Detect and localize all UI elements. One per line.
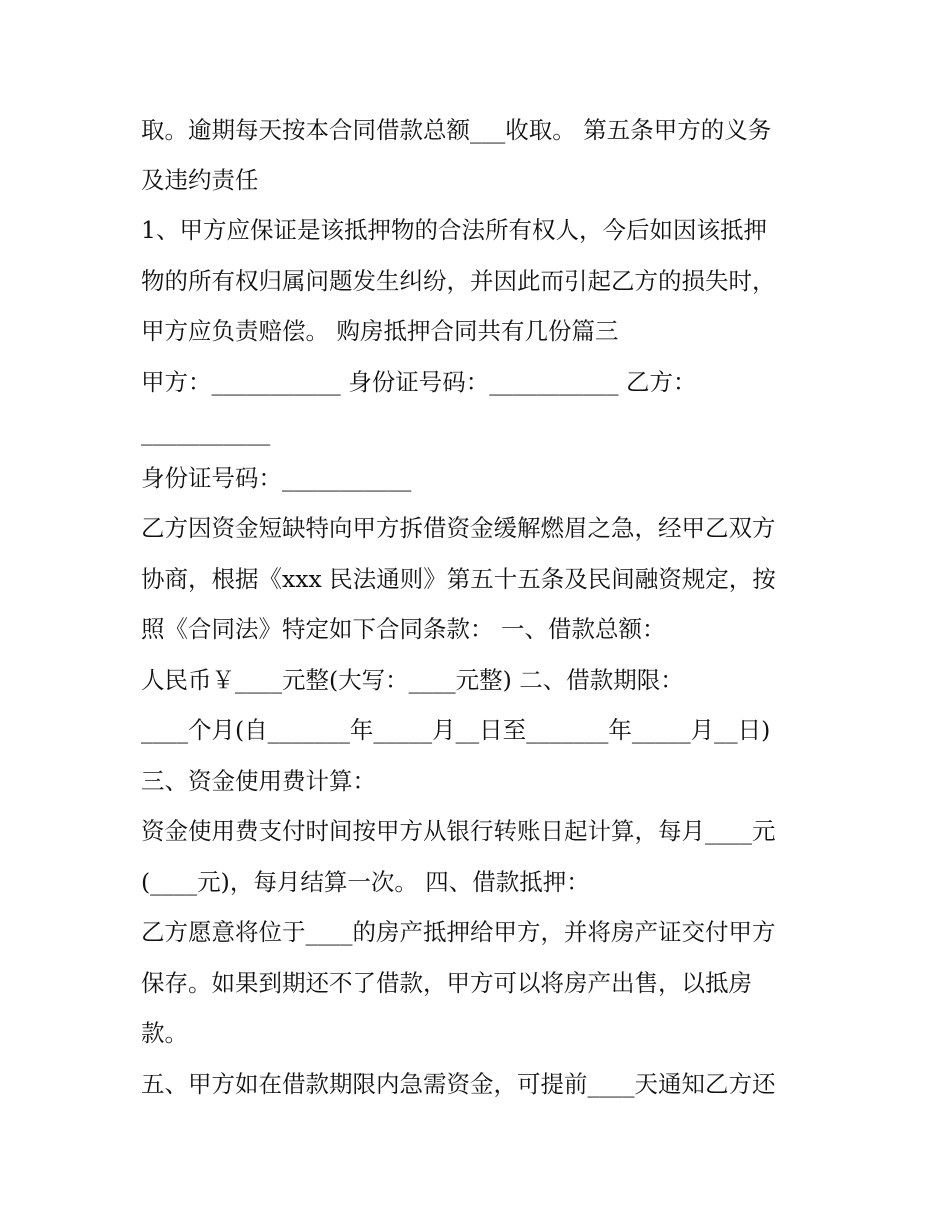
text-line: 乙方因资金短缺特向甲方拆借资金缓解燃眉之急，经甲乙双方 (141, 514, 776, 542)
text-line: 五、甲方如在借款期限内急需资金，可提前____天通知乙方还 (141, 1070, 776, 1098)
text-line: 乙方愿意将位于____的房产抵押给甲方，并将房产证交付甲方 (141, 918, 776, 946)
text-line: 及违约责任 (141, 166, 259, 194)
text-line: 款。 (141, 1019, 188, 1047)
text-line: ___________ (141, 418, 271, 446)
text-line: 甲方应负责赔偿。 购房抵押合同共有几份篇三 (141, 317, 619, 345)
text-line: 1、甲方应保证是该抵押物的合法所有权人，今后如因该抵押 (141, 216, 767, 244)
text-line: 甲方：___________ 身份证号码：___________ 乙方： (141, 368, 697, 396)
text-line: 身份证号码：___________ (141, 464, 412, 492)
text-line: 三、资金使用费计算： (141, 767, 376, 795)
text-line: ____个月(自_______年_____月__日至_______年_____月__日) (141, 716, 771, 744)
text-line: 照《合同法》特定如下合同条款： 一、借款总额： (141, 615, 666, 643)
text-line: 取。逾期每天按本合同借款总额___收取。 第五条甲方的义务 (141, 116, 772, 144)
text-line: 人民币￥____元整(大写：____元整) 二、借款期限： (141, 666, 684, 694)
text-line: 保存。如果到期还不了借款，甲方可以将房产出售，以抵房 (141, 969, 752, 997)
text-line: (____元)，每月结算一次。 四、借款抵押： (141, 868, 590, 896)
text-line: 协商，根据《xxx 民法通则》第五十五条及民间融资规定，按 (141, 565, 776, 593)
text-line: 物的所有权归属问题发生纠纷，并因此而引起乙方的损失时， (141, 267, 776, 295)
text-line: 资金使用费支付时间按甲方从银行转账日起计算，每月____元 (141, 817, 776, 845)
